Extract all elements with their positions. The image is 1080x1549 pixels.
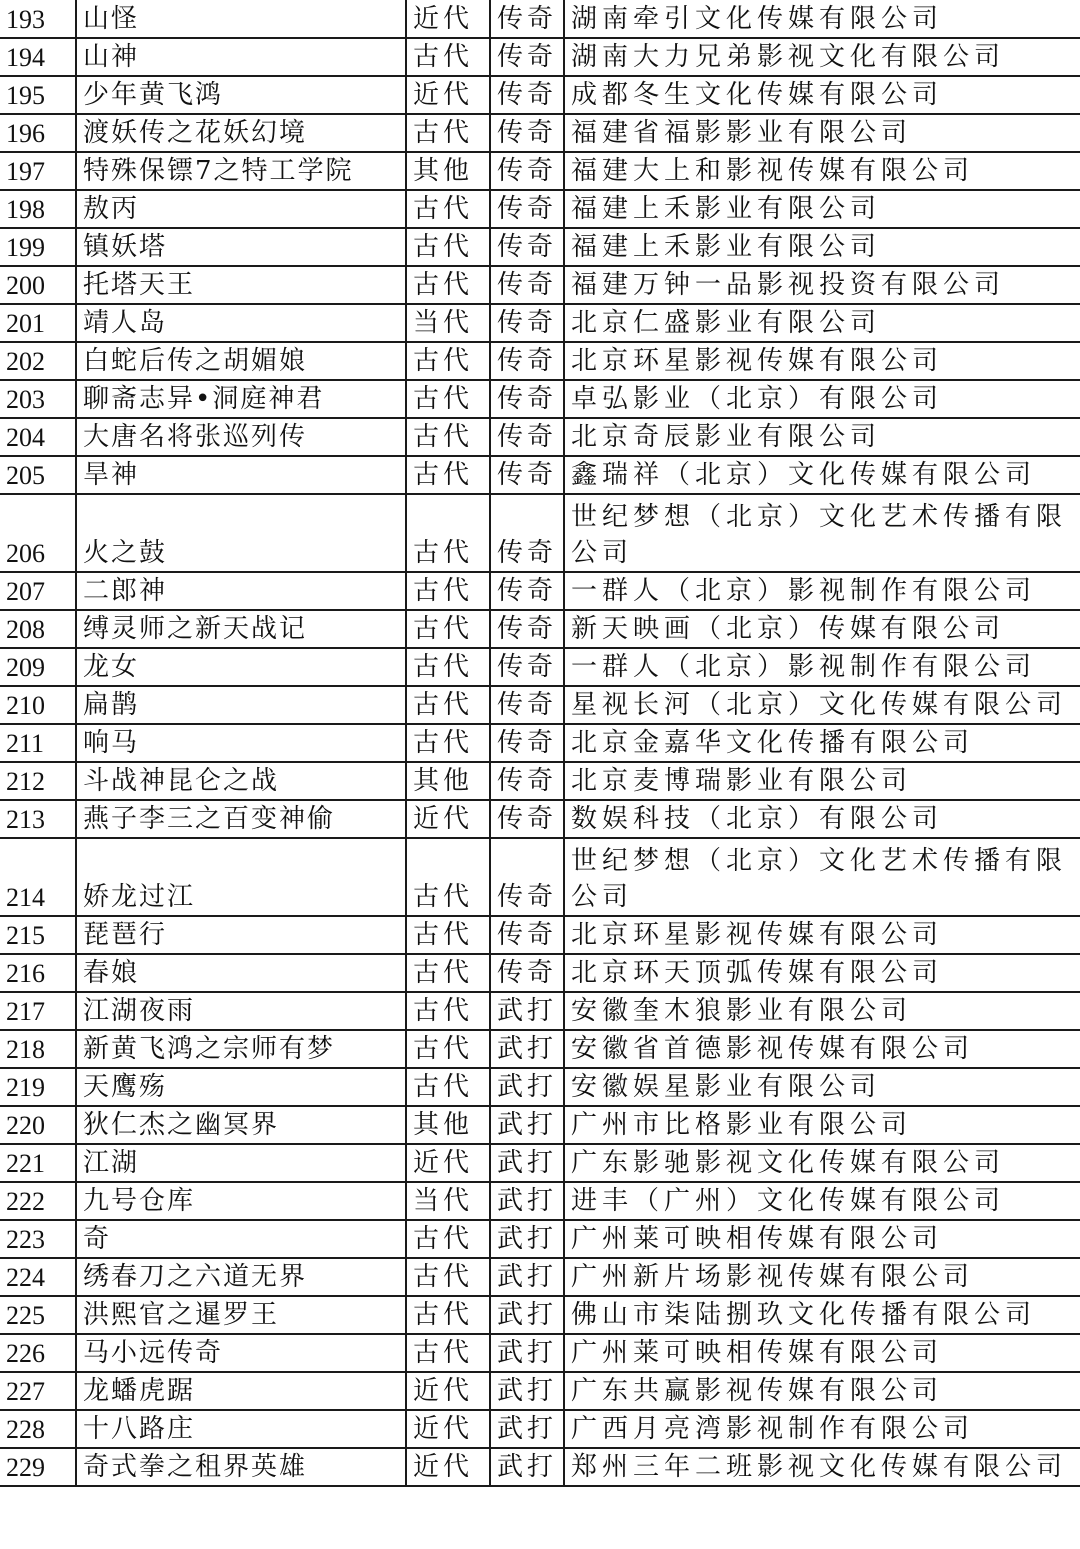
table-row	[0, 1030, 1080, 1068]
table-row	[0, 572, 1080, 610]
era-cell: 当代	[406, 1182, 490, 1220]
genre-cell: 武打	[490, 1220, 564, 1258]
row-number: 226	[0, 1334, 76, 1372]
company-name: 鑫瑞祥（北京）文化传媒有限公司	[564, 456, 1080, 494]
genre-cell: 传奇	[490, 610, 564, 648]
table-row	[0, 152, 1080, 190]
table-row	[0, 1296, 1080, 1334]
era-cell: 古代	[406, 686, 490, 724]
genre-cell: 武打	[490, 1448, 564, 1486]
era-cell: 古代	[406, 1258, 490, 1296]
row-number: 214	[0, 838, 76, 916]
row-number: 206	[0, 494, 76, 572]
drama-title: 燕子李三之百变神偷	[76, 800, 406, 838]
row-number: 205	[0, 456, 76, 494]
genre-cell: 传奇	[490, 494, 564, 572]
era-cell: 其他	[406, 152, 490, 190]
row-number: 223	[0, 1220, 76, 1258]
era-cell: 古代	[406, 380, 490, 418]
drama-title: 马小远传奇	[76, 1334, 406, 1372]
drama-title: 新黄飞鸿之宗师有梦	[76, 1030, 406, 1068]
table-row	[0, 304, 1080, 342]
table-row	[0, 1106, 1080, 1144]
genre-cell: 传奇	[490, 380, 564, 418]
table-row	[0, 228, 1080, 266]
table-row	[0, 76, 1080, 114]
genre-cell: 武打	[490, 1372, 564, 1410]
genre-cell: 武打	[490, 1410, 564, 1448]
genre-cell: 传奇	[490, 724, 564, 762]
drama-title: 镇妖塔	[76, 228, 406, 266]
company-name: 卓弘影业（北京）有限公司	[564, 380, 1080, 418]
drama-title: 娇龙过江	[76, 838, 406, 916]
company-name: 福建大上和影视传媒有限公司	[564, 152, 1080, 190]
company-name: 福建上禾影业有限公司	[564, 228, 1080, 266]
genre-cell: 传奇	[490, 954, 564, 992]
genre-cell: 传奇	[490, 0, 564, 38]
row-number: 212	[0, 762, 76, 800]
drama-title: 山神	[76, 38, 406, 76]
era-cell: 古代	[406, 648, 490, 686]
table-row	[0, 762, 1080, 800]
drama-title: 火之鼓	[76, 494, 406, 572]
company-name: 新天映画（北京）传媒有限公司	[564, 610, 1080, 648]
table-row	[0, 380, 1080, 418]
era-cell: 古代	[406, 916, 490, 954]
row-number: 219	[0, 1068, 76, 1106]
era-cell: 古代	[406, 1220, 490, 1258]
era-cell: 古代	[406, 954, 490, 992]
era-cell: 古代	[406, 190, 490, 228]
era-cell: 古代	[406, 992, 490, 1030]
drama-title: 缚灵师之新天战记	[76, 610, 406, 648]
row-number: 194	[0, 38, 76, 76]
era-cell: 古代	[406, 1334, 490, 1372]
row-number: 209	[0, 648, 76, 686]
drama-title: 狄仁杰之幽冥界	[76, 1106, 406, 1144]
table-row	[0, 0, 1080, 38]
table-row	[0, 1144, 1080, 1182]
row-number: 201	[0, 304, 76, 342]
row-number: 195	[0, 76, 76, 114]
company-name: 广东影驰影视文化传媒有限公司	[564, 1144, 1080, 1182]
era-cell: 古代	[406, 1296, 490, 1334]
table-row	[0, 954, 1080, 992]
company-name: 北京奇辰影业有限公司	[564, 418, 1080, 456]
genre-cell: 传奇	[490, 152, 564, 190]
table-row	[0, 724, 1080, 762]
table-row	[0, 916, 1080, 954]
era-cell: 古代	[406, 456, 490, 494]
drama-title: 江湖夜雨	[76, 992, 406, 1030]
drama-title: 绣春刀之六道无界	[76, 1258, 406, 1296]
row-number: 193	[0, 0, 76, 38]
company-name: 北京金嘉华文化传播有限公司	[564, 724, 1080, 762]
drama-title: 大唐名将张巡列传	[76, 418, 406, 456]
drama-title: 托塔天王	[76, 266, 406, 304]
drama-title: 靖人岛	[76, 304, 406, 342]
table-row	[0, 418, 1080, 456]
genre-cell: 传奇	[490, 190, 564, 228]
genre-cell: 传奇	[490, 304, 564, 342]
company-name: 湖南牵引文化传媒有限公司	[564, 0, 1080, 38]
table-row	[0, 38, 1080, 76]
genre-cell: 传奇	[490, 648, 564, 686]
drama-title: 春娘	[76, 954, 406, 992]
era-cell: 近代	[406, 1410, 490, 1448]
company-name: 北京环天顶弧传媒有限公司	[564, 954, 1080, 992]
era-cell: 古代	[406, 418, 490, 456]
genre-cell: 传奇	[490, 456, 564, 494]
company-name: 福建万钟一品影视投资有限公司	[564, 266, 1080, 304]
company-name: 世纪梦想（北京）文化艺术传播有限公司	[564, 494, 1080, 572]
row-number: 225	[0, 1296, 76, 1334]
drama-title: 响马	[76, 724, 406, 762]
row-number: 197	[0, 152, 76, 190]
company-name: 福建上禾影业有限公司	[564, 190, 1080, 228]
genre-cell: 武打	[490, 1296, 564, 1334]
row-number: 220	[0, 1106, 76, 1144]
drama-title: 山怪	[76, 0, 406, 38]
company-name: 广州莱可映相传媒有限公司	[564, 1220, 1080, 1258]
drama-title: 渡妖传之花妖幻境	[76, 114, 406, 152]
genre-cell: 传奇	[490, 800, 564, 838]
era-cell: 古代	[406, 1030, 490, 1068]
drama-title: 聊斋志异•洞庭神君	[76, 380, 406, 418]
genre-cell: 武打	[490, 1068, 564, 1106]
company-name: 广州莱可映相传媒有限公司	[564, 1334, 1080, 1372]
row-number: 208	[0, 610, 76, 648]
company-name: 广州市比格影业有限公司	[564, 1106, 1080, 1144]
drama-title: 龙蟠虎踞	[76, 1372, 406, 1410]
table-row	[0, 1068, 1080, 1106]
genre-cell: 传奇	[490, 418, 564, 456]
row-number: 216	[0, 954, 76, 992]
row-number: 211	[0, 724, 76, 762]
company-name: 北京环星影视传媒有限公司	[564, 916, 1080, 954]
drama-title: 二郎神	[76, 572, 406, 610]
drama-title: 洪熙官之暹罗王	[76, 1296, 406, 1334]
era-cell: 近代	[406, 1144, 490, 1182]
drama-title: 琵琶行	[76, 916, 406, 954]
genre-cell: 武打	[490, 1182, 564, 1220]
row-number: 203	[0, 380, 76, 418]
era-cell: 当代	[406, 304, 490, 342]
era-cell: 古代	[406, 266, 490, 304]
row-number: 200	[0, 266, 76, 304]
company-name: 安徽奎木狼影业有限公司	[564, 992, 1080, 1030]
company-name: 广西月亮湾影视制作有限公司	[564, 1410, 1080, 1448]
row-number: 222	[0, 1182, 76, 1220]
row-number: 199	[0, 228, 76, 266]
row-number: 228	[0, 1410, 76, 1448]
company-name: 佛山市柒陆捌玖文化传播有限公司	[564, 1296, 1080, 1334]
row-number: 202	[0, 342, 76, 380]
era-cell: 古代	[406, 114, 490, 152]
table-row	[0, 1410, 1080, 1448]
drama-title: 九号仓库	[76, 1182, 406, 1220]
era-cell: 古代	[406, 724, 490, 762]
era-cell: 其他	[406, 762, 490, 800]
genre-cell: 传奇	[490, 762, 564, 800]
table-row	[0, 610, 1080, 648]
row-number: 207	[0, 572, 76, 610]
row-number: 213	[0, 800, 76, 838]
era-cell: 古代	[406, 1068, 490, 1106]
drama-title: 斗战神昆仑之战	[76, 762, 406, 800]
table-row	[0, 1448, 1080, 1486]
drama-title: 敖丙	[76, 190, 406, 228]
era-cell: 古代	[406, 572, 490, 610]
company-name: 北京仁盛影业有限公司	[564, 304, 1080, 342]
drama-title: 扁鹊	[76, 686, 406, 724]
company-name: 数娱科技（北京）有限公司	[564, 800, 1080, 838]
era-cell: 古代	[406, 38, 490, 76]
era-cell: 近代	[406, 1372, 490, 1410]
era-cell: 近代	[406, 76, 490, 114]
genre-cell: 武打	[490, 1144, 564, 1182]
row-number: 227	[0, 1372, 76, 1410]
genre-cell: 武打	[490, 1106, 564, 1144]
table-row	[0, 1334, 1080, 1372]
table-row	[0, 456, 1080, 494]
table-row	[0, 992, 1080, 1030]
drama-title: 江湖	[76, 1144, 406, 1182]
era-cell: 古代	[406, 838, 490, 916]
era-cell: 古代	[406, 610, 490, 648]
table-row	[0, 686, 1080, 724]
company-name: 广州新片场影视传媒有限公司	[564, 1258, 1080, 1296]
company-name: 一群人（北京）影视制作有限公司	[564, 648, 1080, 686]
row-number: 224	[0, 1258, 76, 1296]
row-number: 196	[0, 114, 76, 152]
era-cell: 近代	[406, 1448, 490, 1486]
drama-title: 旱神	[76, 456, 406, 494]
table-row	[0, 648, 1080, 686]
genre-cell: 传奇	[490, 228, 564, 266]
genre-cell: 传奇	[490, 572, 564, 610]
genre-cell: 传奇	[490, 114, 564, 152]
table-row	[0, 1182, 1080, 1220]
table-row	[0, 266, 1080, 304]
table-row	[0, 494, 1080, 572]
table-row	[0, 1220, 1080, 1258]
genre-cell: 武打	[490, 1258, 564, 1296]
company-name: 福建省福影影业有限公司	[564, 114, 1080, 152]
table-row	[0, 342, 1080, 380]
genre-cell: 武打	[490, 992, 564, 1030]
row-number: 204	[0, 418, 76, 456]
company-name: 安徽省首德影视传媒有限公司	[564, 1030, 1080, 1068]
era-cell: 古代	[406, 342, 490, 380]
drama-title: 龙女	[76, 648, 406, 686]
genre-cell: 传奇	[490, 686, 564, 724]
company-name: 进丰（广州）文化传媒有限公司	[564, 1182, 1080, 1220]
genre-cell: 传奇	[490, 38, 564, 76]
table-row	[0, 838, 1080, 916]
drama-title: 特殊保镖7之特工学院	[76, 152, 406, 190]
genre-cell: 武打	[490, 1030, 564, 1068]
company-name: 北京环星影视传媒有限公司	[564, 342, 1080, 380]
row-number: 221	[0, 1144, 76, 1182]
genre-cell: 传奇	[490, 838, 564, 916]
company-name: 广东共赢影视传媒有限公司	[564, 1372, 1080, 1410]
row-number: 229	[0, 1448, 76, 1486]
company-name: 北京麦博瑞影业有限公司	[564, 762, 1080, 800]
genre-cell: 武打	[490, 1334, 564, 1372]
genre-cell: 传奇	[490, 266, 564, 304]
company-name: 一群人（北京）影视制作有限公司	[564, 572, 1080, 610]
company-name: 安徽娱星影业有限公司	[564, 1068, 1080, 1106]
company-name: 星视长河（北京）文化传媒有限公司	[564, 686, 1080, 724]
drama-title: 奇式拳之租界英雄	[76, 1448, 406, 1486]
row-number: 210	[0, 686, 76, 724]
era-cell: 古代	[406, 494, 490, 572]
table-row	[0, 800, 1080, 838]
drama-title: 少年黄飞鸿	[76, 76, 406, 114]
table-row	[0, 1258, 1080, 1296]
era-cell: 近代	[406, 800, 490, 838]
drama-title: 十八路庄	[76, 1410, 406, 1448]
table-row	[0, 1372, 1080, 1410]
drama-title: 奇	[76, 1220, 406, 1258]
row-number: 217	[0, 992, 76, 1030]
genre-cell: 传奇	[490, 342, 564, 380]
table-row	[0, 114, 1080, 152]
row-number: 215	[0, 916, 76, 954]
company-name: 湖南大力兄弟影视文化有限公司	[564, 38, 1080, 76]
company-name: 成都冬生文化传媒有限公司	[564, 76, 1080, 114]
table-row	[0, 190, 1080, 228]
drama-title: 白蛇后传之胡媚娘	[76, 342, 406, 380]
genre-cell: 传奇	[490, 76, 564, 114]
drama-title: 天鹰殇	[76, 1068, 406, 1106]
company-name: 世纪梦想（北京）文化艺术传播有限公司	[564, 838, 1080, 916]
company-name: 郑州三年二班影视文化传媒有限公司	[564, 1448, 1080, 1486]
era-cell: 其他	[406, 1106, 490, 1144]
genre-cell: 传奇	[490, 916, 564, 954]
era-cell: 古代	[406, 228, 490, 266]
row-number: 198	[0, 190, 76, 228]
row-number: 218	[0, 1030, 76, 1068]
era-cell: 近代	[406, 0, 490, 38]
